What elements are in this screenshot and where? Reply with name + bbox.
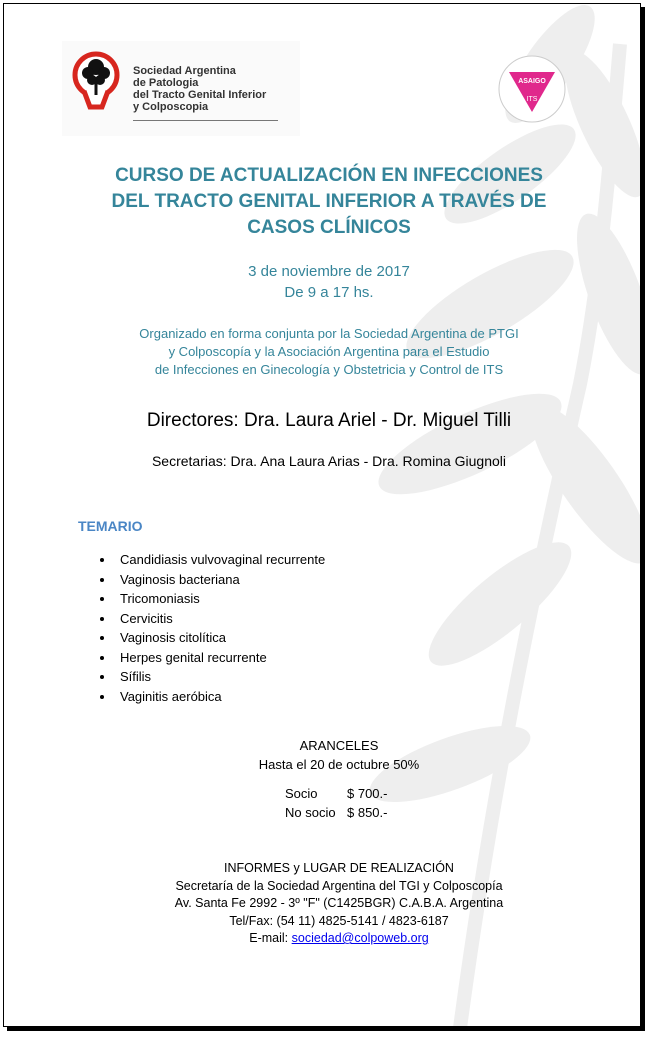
- fees-heading: ARANCELES: [299, 738, 379, 753]
- asaigo-logo-icon: [497, 54, 567, 124]
- price-label: No socio: [285, 805, 336, 820]
- temario-heading: TEMARIO: [78, 518, 143, 534]
- contact-email-line: [64, 930, 614, 948]
- contact-heading: INFORMES y LUGAR DE REALIZACIÓN: [224, 861, 454, 875]
- asaigo-logo-subtext: ITS: [526, 96, 538, 103]
- flyer-page: [3, 3, 641, 1027]
- tree-bulb-logo-icon: [70, 51, 126, 113]
- society-logo: [62, 41, 300, 136]
- price-row-socio: [285, 786, 387, 801]
- list-item: Sífilis: [96, 667, 325, 687]
- list-item: Vaginitis aeróbica: [96, 687, 325, 707]
- price-value: $ 850.-: [347, 805, 388, 820]
- date-text: 3 de noviembre de 2017: [248, 263, 410, 280]
- society-name: Sociedad Argentina de Patologia del Tracto Genital Inferior y Colposcopia: [133, 65, 267, 113]
- secretaries: Secretarias: Dra. Ana Laura Arias - Dra. Romina Giugnoli: [151, 453, 507, 469]
- fees-deadline: Hasta el 20 de octubre 50%: [258, 757, 420, 772]
- list-item: Cervicitis: [96, 609, 325, 629]
- price-value: $ 700.-: [347, 786, 388, 801]
- event-date: [64, 261, 594, 303]
- temario-list: [96, 550, 325, 706]
- price-row-no-socio: [285, 805, 387, 820]
- list-item: Vaginosis citolítica: [96, 628, 325, 648]
- list-item: Herpes genital recurrente: [96, 648, 325, 668]
- fees-section: [64, 736, 614, 774]
- organizer-note: Organizado en forma conjunta por la Sociedad Argentina de PTGI y Colposcopía y la Asociación Argentina para el Estudio de Infecciones en Ginecología y Obstetricia y Control de ITS: [139, 326, 519, 377]
- directors: Directores: Dra. Laura Ariel - Dr. Miguel Tilli: [146, 410, 512, 431]
- price-label: Socio: [285, 786, 318, 801]
- contact-phone: Tel/Fax: (54 11) 4825-5141 / 4823-6187: [229, 913, 449, 928]
- asaigo-logo-text: ASAIGO: [518, 78, 546, 85]
- contact-section: [64, 860, 614, 948]
- time-text: De 9 a 17 hs.: [284, 284, 374, 301]
- contact-place: Secretaría de la Sociedad Argentina del TGI y Colposcopía: [175, 878, 503, 893]
- list-item: Vaginosis bacteriana: [96, 570, 325, 590]
- logo-underline: [133, 120, 278, 121]
- list-item: Tricomoniasis: [96, 589, 325, 609]
- list-item: Candidiasis vulvovaginal recurrente: [96, 550, 325, 570]
- course-title: CURSO DE ACTUALIZACIÓN EN INFECCIONES DEL TRACTO GENITAL INFERIOR A TRAVÉS DE CASOS CLÍNICOS: [111, 165, 547, 238]
- email-link[interactable]: sociedad@colpoweb.org: [291, 931, 429, 945]
- email-label: E-mail:: [249, 931, 289, 945]
- contact-address: Av. Santa Fe 2992 - 3º "F" (C1425BGR) C.A.B.A. Argentina: [174, 896, 504, 910]
